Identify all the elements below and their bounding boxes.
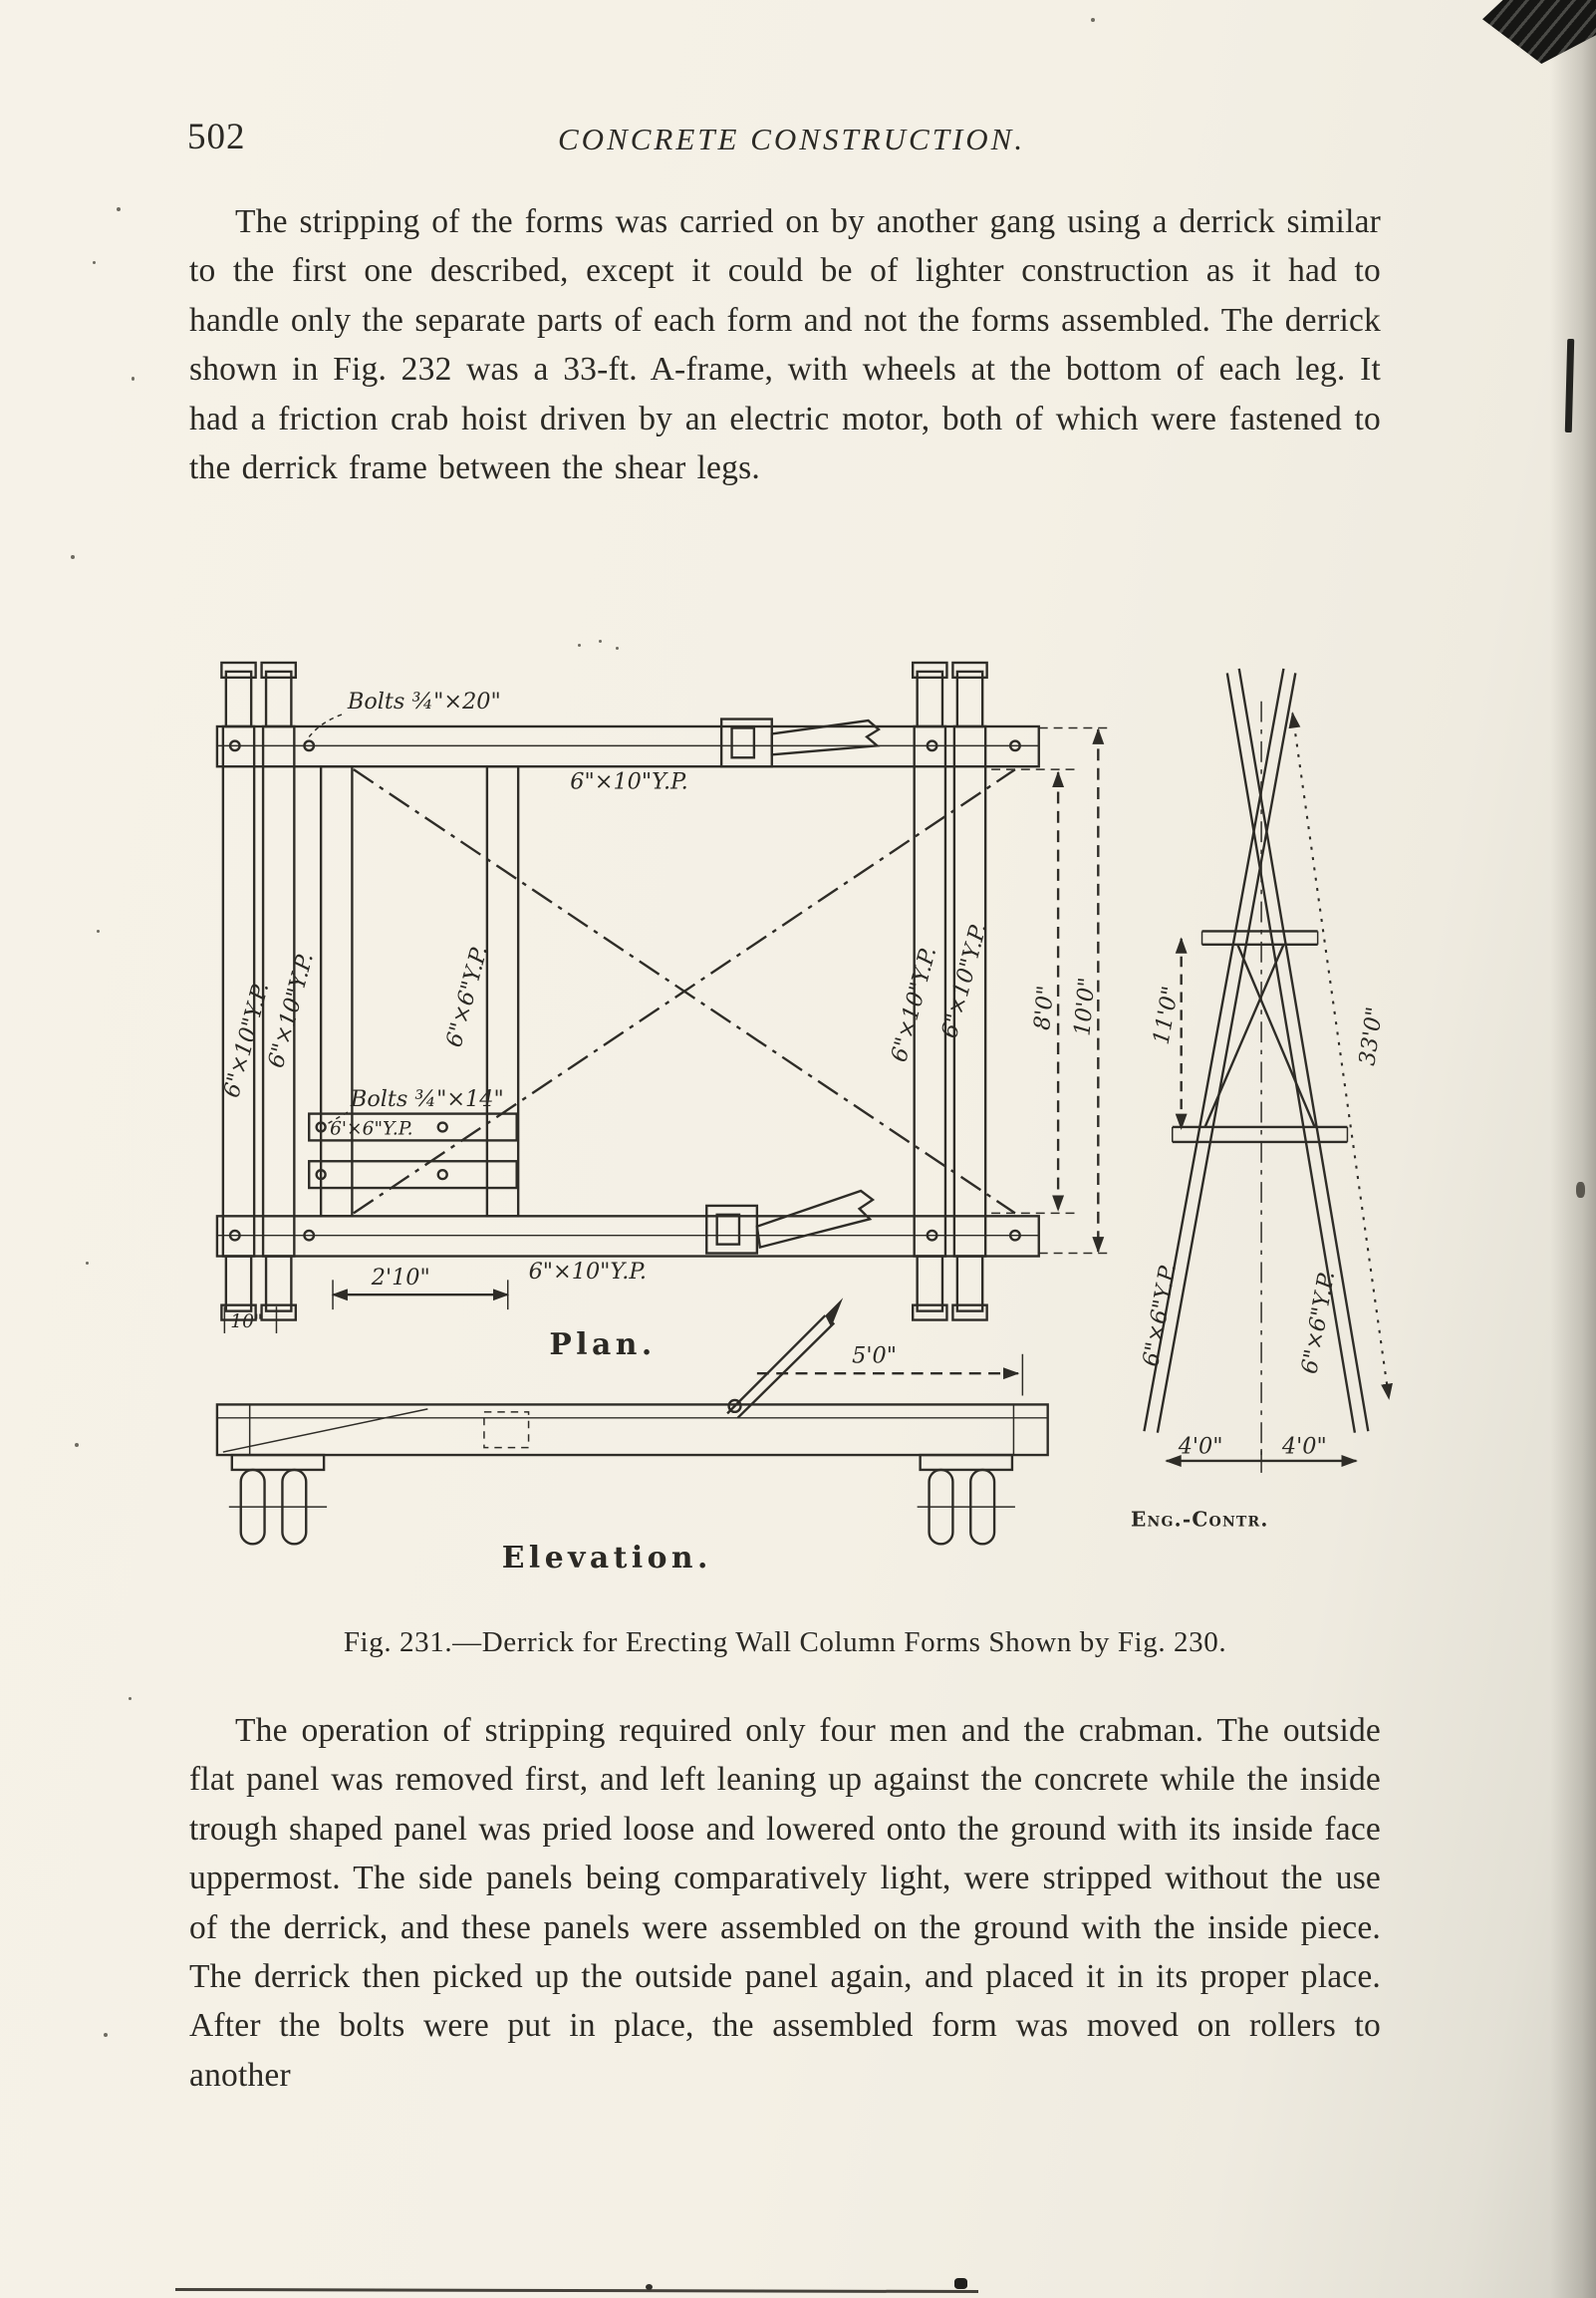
dim-4ft-left: 4'0" xyxy=(1178,1433,1223,1460)
dim-10in: 10" xyxy=(230,1310,263,1332)
scan-speck xyxy=(129,1697,132,1700)
scan-speck xyxy=(616,647,619,650)
eng-contr-logo: Eng.-Contr. xyxy=(1131,1507,1269,1532)
scan-speck xyxy=(75,1443,79,1447)
page-number: 502 xyxy=(187,117,246,157)
dim-10ft: 10'0" xyxy=(1069,976,1101,1037)
label-left-beam-outer: 6"×10"Y.P. xyxy=(218,980,275,1101)
figure-231-drawing xyxy=(205,660,1407,1577)
scan-speck xyxy=(104,2033,108,2037)
scan-speck xyxy=(86,1262,89,1265)
scan-speck xyxy=(71,555,75,559)
scan-speck xyxy=(97,930,100,933)
wheel-top-left xyxy=(221,663,295,726)
figure-231 xyxy=(205,660,1407,1577)
scan-speck xyxy=(599,640,602,643)
elevation-wheels-left xyxy=(229,1455,327,1544)
label-right-beam-outer: 6"×10"Y.P. xyxy=(936,920,992,1041)
paragraph-1: The stripping of the forms was carried on by another gang using a derrick similar to the first one described, except it could be of lighter construction as it had to handle only the separate parts of each form and not the forms assembled. The derrick shown in Fig. 232 was a 33-ft. A-frame, with wheels at the bottom of each leg. It had a friction crab hoist driven by an electric motor, both of which were fastened to the derrick frame between the shear legs. xyxy=(189,203,1381,487)
scan-artifact-bottom-speck xyxy=(954,2278,967,2289)
figure-caption: Fig. 231.—Derrick for Erecting Wall Column Forms Shown by Fig. 230. xyxy=(343,1626,1227,1658)
wheel-top-right xyxy=(913,663,986,726)
scan-artifact-bottom-speck-2 xyxy=(646,2284,653,2290)
label-left-beam-inner: 6"×10"Y.P. xyxy=(263,950,319,1071)
label-small-beam: 6'×6"Y.P. xyxy=(330,1118,413,1140)
label-aframe-left-leg: 6"×6"Y.P. xyxy=(1138,1262,1182,1369)
label-right-beam-inner: 6"×10"Y.P. xyxy=(886,944,942,1065)
dim-5ft: 5'0" xyxy=(852,1342,897,1369)
dim-8ft: 8'0" xyxy=(1029,984,1060,1031)
scan-speck xyxy=(132,377,134,381)
elevation-view-label: Elevation. xyxy=(501,1541,712,1577)
scan-speck xyxy=(93,261,96,264)
label-bolts-mid: Bolts ¾"×14" xyxy=(350,1086,504,1113)
scan-speck xyxy=(578,644,581,647)
running-title: CONCRETE CONSTRUCTION. xyxy=(558,122,1026,156)
plan-view-label: Plan. xyxy=(549,1326,657,1362)
plan-view xyxy=(217,663,1113,1333)
scan-artifact-edge-speck xyxy=(1576,1182,1585,1198)
elevation-wheels-right xyxy=(918,1455,1015,1544)
scan-artifact-bottom-line xyxy=(175,2288,978,2293)
derrick-boom xyxy=(727,1297,843,1418)
dim-4ft-right: 4'0" xyxy=(1281,1433,1327,1460)
dim-11ft: 11'0" xyxy=(1148,984,1185,1047)
wheel-bottom-left xyxy=(221,1257,295,1320)
label-bottom-beam: 6"×10"Y.P. xyxy=(528,1258,648,1285)
scan-speck xyxy=(1091,18,1095,22)
label-aframe-right-leg: 6"×6"Y.P. xyxy=(1296,1269,1341,1376)
scan-speck xyxy=(117,207,121,211)
aframe-side-view xyxy=(1144,669,1389,1473)
clamp-bottom xyxy=(706,1191,873,1254)
label-top-beam: 6"×10"Y.P. xyxy=(570,768,688,795)
dim-2ft10: 2'10" xyxy=(371,1264,430,1291)
label-bolts-top: Bolts ¾"×20" xyxy=(347,689,501,716)
dim-33ft: 33'0" xyxy=(1354,1005,1389,1067)
wheel-bottom-right xyxy=(913,1257,986,1320)
label-mid-beam: 6"×6"Y.P. xyxy=(440,943,493,1050)
paragraph-2: The operation of stripping required only four men and the crabman. The outside flat panel was removed first, and left leaning up against the concrete while the inside trough shaped panel was pried loose and lowered onto the ground with its inside face uppermost. The side panels being comparatively light, were stripped without the use of the derrick, and these panels were assembled on the ground with the inside piece. The derrick then picked up the outside panel again, and placed it in its proper place. After the bolts were put in place, the assembled form was moved on rollers to another xyxy=(189,1712,1381,2094)
